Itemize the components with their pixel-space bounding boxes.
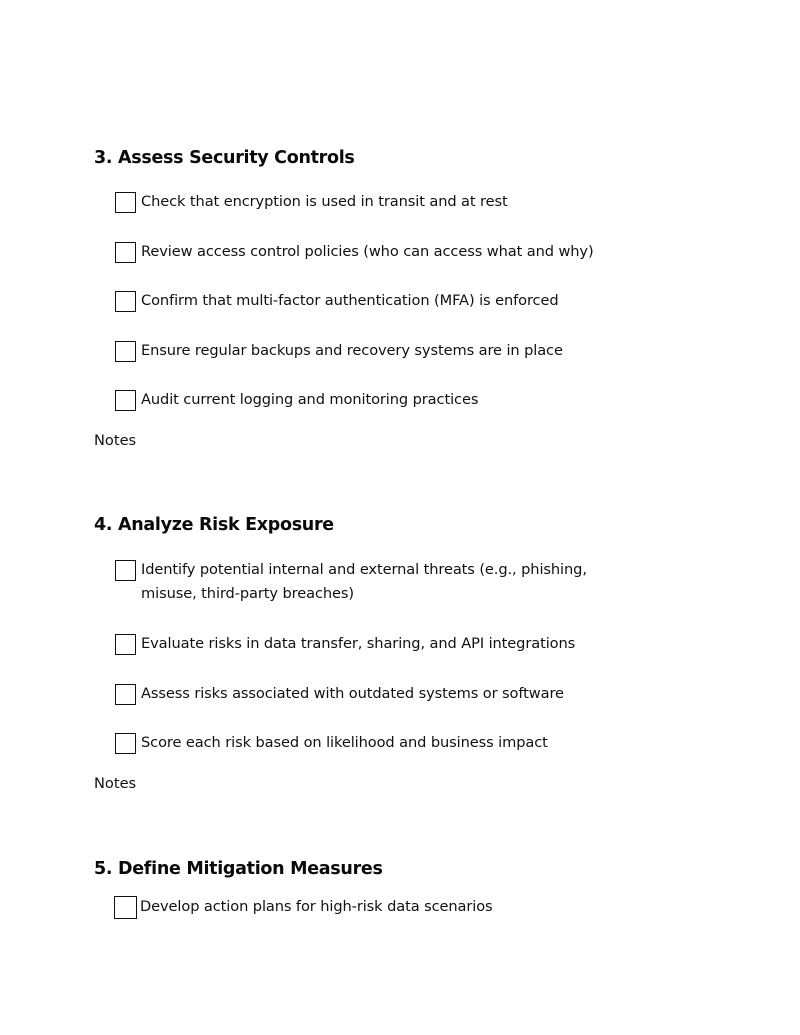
notes-label: Notes <box>94 432 137 449</box>
checkbox[interactable] <box>115 242 136 263</box>
checklist-item <box>115 390 478 412</box>
checklist-item <box>115 733 548 755</box>
checkbox[interactable] <box>115 192 136 213</box>
checklist-item <box>115 192 508 214</box>
checklist-item-label: Evaluate risks in data transfer, sharing, and API integrations <box>141 635 576 652</box>
checkbox[interactable] <box>114 896 137 919</box>
checklist-item-label: Ensure regular backups and recovery systems are in place <box>141 342 563 359</box>
checkbox[interactable] <box>115 733 136 754</box>
checklist-item <box>115 291 559 313</box>
section-heading-assess-security-controls: 3. Assess Security Controls <box>94 148 355 168</box>
notes-label: Notes <box>94 775 137 792</box>
checkbox[interactable] <box>115 634 136 655</box>
checklist-item <box>115 341 563 363</box>
checklist-item <box>115 242 594 264</box>
checklist-item <box>115 684 564 706</box>
checklist-item-label: Review access control policies (who can access what and why) <box>141 243 594 260</box>
section-heading-define-mitigation-measures: 5. Define Mitigation Measures <box>94 859 383 879</box>
checklist-item-label: Confirm that multi-factor authentication (MFA) is enforced <box>141 292 559 309</box>
checklist-item-label: Identify potential internal and external threats (e.g., phishing, misuse, third-party breaches) <box>141 561 587 602</box>
checklist-item <box>115 560 641 606</box>
checklist-item <box>115 634 575 656</box>
checkbox[interactable] <box>115 684 136 705</box>
checklist-item-label: Assess risks associated with outdated systems or software <box>141 685 564 702</box>
checklist-item <box>114 896 493 919</box>
checklist-item-label: Audit current logging and monitoring practices <box>141 391 479 408</box>
section-heading-analyze-risk-exposure: 4. Analyze Risk Exposure <box>94 515 334 535</box>
checklist-item-label: Check that encryption is used in transit and at rest <box>141 193 508 210</box>
checklist-item-label: Score each risk based on likelihood and business impact <box>141 734 548 751</box>
checkbox[interactable] <box>115 390 136 411</box>
checkbox[interactable] <box>115 341 136 362</box>
checkbox[interactable] <box>115 560 136 581</box>
checklist-item-label: Develop action plans for high-risk data scenarios <box>140 898 493 915</box>
checkbox[interactable] <box>115 291 136 312</box>
